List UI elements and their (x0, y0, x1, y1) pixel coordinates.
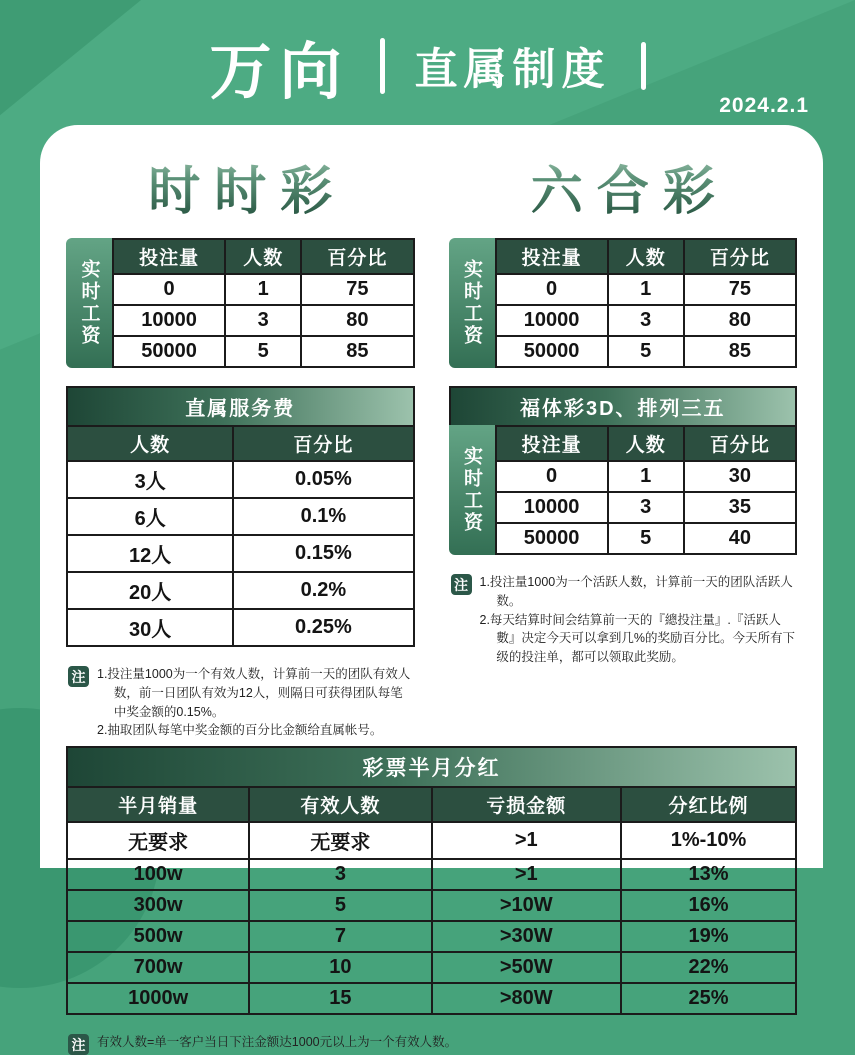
column-header: 百分比 (301, 239, 413, 274)
fucai-block (449, 386, 798, 555)
table-cell: 20人 (67, 572, 233, 609)
ssc-service-fee-table (66, 425, 415, 647)
table-cell: 35 (684, 492, 796, 523)
ssc-service-fee-block (66, 386, 415, 647)
table-cell: 100w (67, 859, 249, 890)
table-cell: 10000 (496, 305, 608, 336)
table-row (67, 983, 796, 1014)
column-header: 人数 (67, 426, 233, 461)
column-header: 人数 (225, 239, 301, 274)
table-row (496, 492, 797, 523)
dividend-table (66, 786, 797, 1015)
table-cell: 5 (249, 890, 431, 921)
table-cell: 0.25% (233, 609, 413, 646)
table-cell: 0.2% (233, 572, 413, 609)
table-cell: 3 (608, 492, 684, 523)
note-badge: 注 (68, 666, 89, 687)
content-card (40, 125, 823, 1053)
column-header: 投注量 (496, 239, 608, 274)
table-cell: 500w (67, 921, 249, 952)
table-cell: 1 (225, 274, 301, 305)
table-cell: 10 (249, 952, 431, 983)
column-header: 人数 (608, 239, 684, 274)
table-cell: 22% (621, 952, 796, 983)
table-cell: 50000 (113, 336, 225, 367)
table-cell: 85 (684, 336, 796, 367)
table-cell: 75 (684, 274, 796, 305)
table-cell: 0.1% (233, 498, 413, 535)
ssc-salary-block (66, 238, 415, 368)
column-header: 投注量 (113, 239, 225, 274)
side-label-text: 实时工资 (461, 446, 482, 534)
table-row (67, 535, 414, 572)
table-cell: 25% (621, 983, 796, 1014)
column-liuhecai (449, 141, 798, 740)
table-cell: 1 (608, 274, 684, 305)
table-cell: 无要求 (67, 822, 249, 859)
brand-title: 万向 (209, 37, 350, 107)
table-cell: 30 (684, 461, 796, 492)
table-cell: 3 (608, 305, 684, 336)
table-cell: 75 (301, 274, 413, 305)
ssc-salary-side-label (66, 238, 112, 368)
table-cell: >1 (432, 859, 622, 890)
column-header: 亏损金额 (432, 787, 622, 822)
dividend-title: 彩票半月分红 (66, 746, 797, 786)
table-row (113, 305, 414, 336)
table-row (67, 921, 796, 952)
table-cell: 1000w (67, 983, 249, 1014)
column-header: 百分比 (684, 426, 796, 461)
header-divider-bar (380, 38, 385, 94)
table-cell: 80 (684, 305, 796, 336)
table-cell: 85 (301, 336, 413, 367)
table-row (67, 890, 796, 921)
table-row (496, 336, 797, 367)
table-cell: 3 (225, 305, 301, 336)
table-cell: >50W (432, 952, 622, 983)
table-cell: 0.05% (233, 461, 413, 498)
table-cell: 16% (621, 890, 796, 921)
table-cell: 0 (496, 461, 608, 492)
table-cell: 13% (621, 859, 796, 890)
table-cell: 15 (249, 983, 431, 1014)
column-header: 百分比 (684, 239, 796, 274)
table-cell: 无要求 (249, 822, 431, 859)
service-fee-title: 直属服务费 (66, 386, 415, 425)
table-cell: 5 (608, 523, 684, 554)
note-badge: 注 (68, 1034, 89, 1055)
note-text: 1.投注量1000为一个活跃人数，计算前一天的团队活跃人数。 (479, 575, 793, 608)
table-row (67, 609, 414, 646)
table-cell: 10000 (496, 492, 608, 523)
table-cell: 6人 (67, 498, 233, 535)
table-cell: >1 (432, 822, 622, 859)
table-cell: 300w (67, 890, 249, 921)
table-row (113, 336, 414, 367)
ssc-salary-table (112, 238, 415, 368)
table-cell: 40 (684, 523, 796, 554)
column-shishicai (66, 141, 415, 740)
lhc-notes (451, 573, 796, 667)
table-cell: 0 (113, 274, 225, 305)
lhc-salary-table (495, 238, 798, 368)
note-text: 有效人数=单一客户当日下注金额达1000元以上为一个有效人数。 (97, 1035, 458, 1049)
effective-date: 2024.2.1 (719, 94, 809, 117)
column-header: 半月销量 (67, 787, 249, 822)
table-cell: 3 (249, 859, 431, 890)
table-cell: >30W (432, 921, 622, 952)
table-row (67, 498, 414, 535)
table-cell: 700w (67, 952, 249, 983)
table-cell: 0 (496, 274, 608, 305)
lhc-salary-block (449, 238, 798, 368)
table-row (496, 461, 797, 492)
table-row (496, 523, 797, 554)
table-cell: 5 (608, 336, 684, 367)
table-row (496, 305, 797, 336)
dividend-note (68, 1033, 795, 1055)
table-cell: 1 (608, 461, 684, 492)
fucai-title: 福体彩3D、排列三五 (449, 386, 798, 425)
fucai-side-label (449, 425, 495, 555)
header-divider-bar (641, 42, 646, 90)
table-row (496, 274, 797, 305)
ssc-notes (68, 665, 413, 740)
note-text: 2.每天结算时间会结算前一天的『總投注量』.『活跃人數』决定今天可以拿到几%的奖励百分比。今天所有下级的投注单，都可以领取此奖励。 (479, 612, 795, 664)
lhc-salary-side-label (449, 238, 495, 368)
column-header: 投注量 (496, 426, 608, 461)
table-cell: 30人 (67, 609, 233, 646)
table-cell: 5 (225, 336, 301, 367)
fucai-table (495, 425, 798, 555)
side-label-text: 实时工资 (78, 259, 100, 347)
table-cell: 50000 (496, 336, 608, 367)
table-row (67, 952, 796, 983)
table-cell: 3人 (67, 461, 233, 498)
page-title: 直属制度 (414, 45, 611, 94)
table-cell: >80W (432, 983, 622, 1014)
table-row (113, 274, 414, 305)
dividend-block (66, 746, 797, 1015)
note-badge: 注 (451, 574, 472, 595)
side-label-text: 实时工资 (461, 259, 482, 347)
table-cell: 0.15% (233, 535, 413, 572)
note-text: 2.抽取团队每笔中奖金额的百分比金额给直属帐号。 (97, 723, 383, 738)
table-cell: 80 (301, 305, 413, 336)
section-title-shishicai: 时时彩 (66, 149, 415, 224)
column-header: 人数 (608, 426, 684, 461)
table-row (67, 461, 414, 498)
table-cell: 19% (621, 921, 796, 952)
table-cell: 1%-10% (621, 822, 796, 859)
note-text: 1.投注量1000为一个有效人数，计算前一天的团队有效人数，前一日团队有效为12人，则隔日可获得团队每笔中奖金额的0.15%。 (97, 667, 411, 719)
section-title-liuhecai: 六合彩 (449, 149, 798, 224)
table-row (67, 822, 796, 859)
column-header: 有效人数 (249, 787, 431, 822)
column-header: 百分比 (233, 426, 413, 461)
table-cell: 10000 (113, 305, 225, 336)
table-cell: 7 (249, 921, 431, 952)
table-cell: 50000 (496, 523, 608, 554)
table-row (67, 572, 414, 609)
column-header: 分红比例 (621, 787, 796, 822)
table-cell: >10W (432, 890, 622, 921)
table-cell: 12人 (67, 535, 233, 572)
table-row (67, 859, 796, 890)
